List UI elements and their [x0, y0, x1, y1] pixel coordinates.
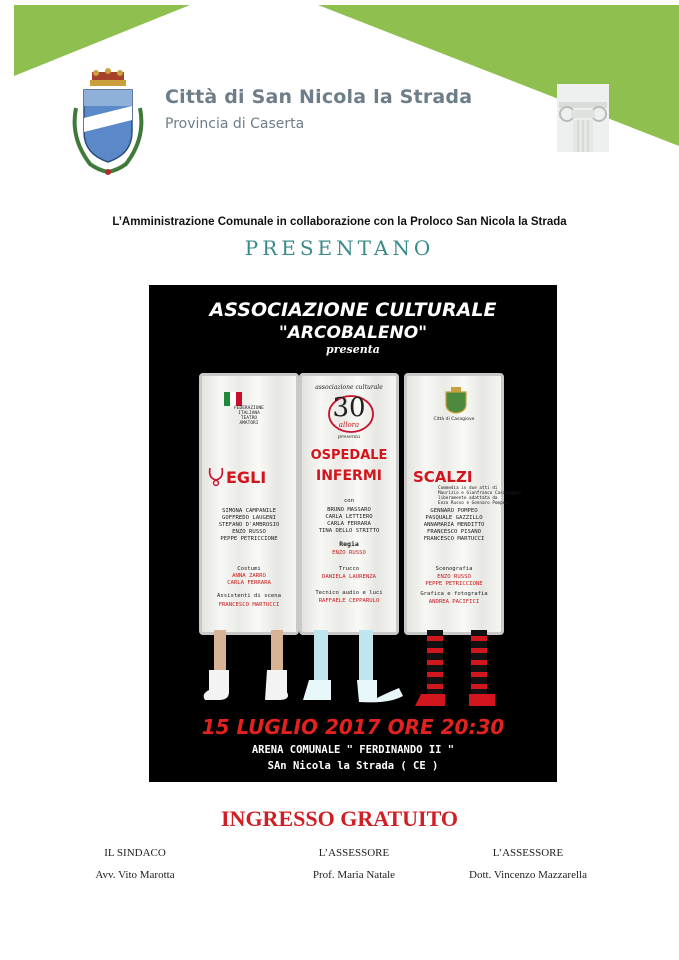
left-cast: SIMONA CAMPANILE GOFFREDO LAUGENI STEFANO D'AMBROSIO ENZO RUSSO PEPPE PETRICCIONE	[218, 508, 280, 542]
assistenti-label: Assistenti di scena	[217, 593, 281, 599]
city-crest-icon	[68, 68, 148, 178]
tecnico-label: Tecnico audio e luci	[315, 590, 383, 596]
title-word-infermi: INFERMI	[316, 468, 382, 484]
casagiove-crest-icon	[443, 386, 469, 414]
province-subtitle: Provincia di Caserta	[165, 116, 305, 132]
screen-panel-center	[299, 373, 399, 635]
commedia-note: Commedia in due atti di Maurizio e Gianfranco Casaleggio liberamente adattata da Enzo Russo e Gennaro Pompeo	[438, 486, 521, 506]
center-cast: BRUNO MASSARO CARLA LETTIERO CARLA FERRARA TINA DELLO STRITTO	[318, 507, 380, 534]
trucco-label: Trucco	[338, 566, 360, 572]
city-title: Città di San Nicola la Strada	[165, 86, 473, 108]
stethoscope-icon	[206, 466, 226, 486]
event-date: 15 LUGLIO 2017 ORE 20:30	[201, 715, 505, 739]
scenografia-names: ENZO RUSSO PEPPE PETRICCIONE	[425, 574, 483, 587]
grafica-label: Grafica e fotografia	[420, 591, 488, 597]
screen-panel-left	[199, 373, 299, 635]
poster-legs-illustration	[199, 630, 509, 710]
screen-panel-right	[404, 373, 521, 635]
title-word-degli: EGLI	[226, 468, 267, 487]
signature-name-sindaco: Avv. Vito Marotta	[95, 869, 175, 881]
event-venue: ARENA COMUNALE " FERDINANDO II "	[251, 744, 455, 756]
signature-name-assessore-1: Prof. Maria Natale	[312, 869, 396, 881]
trucco-name: DANIELA LAURENZA	[322, 574, 376, 580]
costumi-label: Costumi	[237, 566, 261, 572]
logo-presenta-text: presenta	[337, 434, 361, 440]
assistenti-names: FRANCESCO MARTUCCI	[218, 602, 280, 608]
poster-presenta: presenta	[326, 343, 380, 356]
free-entry-banner: INGRESSO GRATUITO	[221, 806, 458, 831]
tecnico-name: RAFFAELE CEPPARULO	[318, 598, 380, 604]
con-label: con	[343, 498, 355, 504]
title-ospedale: OSPEDALE	[310, 448, 388, 463]
logo-bottom-text: allora	[338, 421, 360, 429]
signature-role-sindaco: IL SINDACO	[104, 847, 166, 859]
logo-top-text: associazione culturale	[315, 384, 383, 391]
regia-name: ENZO RUSSO	[332, 550, 366, 556]
federation-label: FEDERAZIONE ITALIANA TEATRO AMATORI	[234, 406, 264, 426]
fita-flag-icon	[224, 392, 242, 406]
right-cast: GENNARO POMPEO PASQUALE GAZZILLO ANNAMARIA MENDITTO FRANCESCO PISANO FRANCESCO MARTUCCI	[423, 508, 485, 542]
title-word-scalzi: SCALZI	[413, 468, 473, 486]
event-place: SAn Nicola la Strada ( CE )	[267, 760, 439, 772]
logo-number: 30	[332, 393, 366, 423]
poster-association-line2: "ARCOBALENO"	[278, 323, 428, 343]
intro-line: L’Amministrazione Comunale in collaborazione con la Proloco San Nicola la Strada	[112, 216, 567, 228]
grafica-name: ANDREA PACIFICI	[428, 599, 480, 605]
signature-name-assessore-2: Dott. Vincenzo Mazzarella	[469, 869, 587, 881]
casagiove-label: Città di Casagiove	[433, 417, 475, 422]
scenografia-label: Scenografia	[435, 566, 473, 572]
ionic-column-icon	[557, 84, 609, 152]
signature-role-assessore-1: L’ASSESSORE	[318, 847, 390, 859]
signature-role-assessore-2: L’ASSESSORE	[492, 847, 564, 859]
regia-label: Regia	[339, 540, 359, 548]
costumi-names: ANNA ZARRO CARLA FERRARA	[227, 573, 271, 586]
presentano-heading: PRESENTANO	[244, 236, 435, 260]
event-poster	[149, 285, 557, 782]
poster-association-line1: ASSOCIAZIONE CULTURALE	[209, 299, 497, 321]
